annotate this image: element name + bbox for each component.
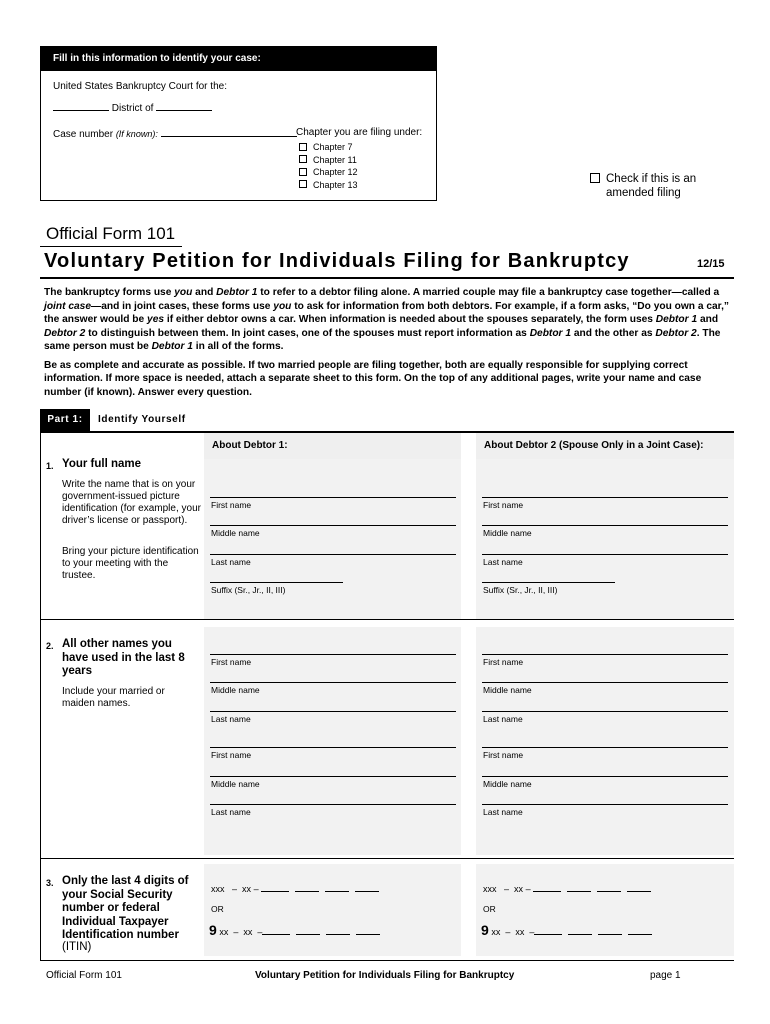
field-label: First name xyxy=(483,500,524,510)
debtor-2-suffix-field[interactable] xyxy=(482,582,615,583)
question-number: 2. xyxy=(46,641,54,651)
checkbox-icon[interactable] xyxy=(299,155,307,163)
field-label: Middle name xyxy=(483,528,532,538)
chapter-12-option[interactable]: Chapter 12 xyxy=(299,166,358,179)
part-1-title: Identify Yourself xyxy=(98,414,186,425)
district-field[interactable] xyxy=(156,101,212,111)
debtor-1-column-header: About Debtor 1: xyxy=(204,433,461,459)
form-number: Official Form 101 xyxy=(46,224,176,243)
debtor-2-other-first-name-field[interactable] xyxy=(482,654,728,655)
debtor-2-middle-name-field[interactable] xyxy=(482,525,728,526)
itin-label: (ITIN) xyxy=(62,941,92,953)
checkbox-icon[interactable] xyxy=(299,168,307,176)
field-label: Suffix (Sr., Jr., II, III) xyxy=(211,585,286,595)
instructions xyxy=(44,286,738,404)
checkbox-icon[interactable] xyxy=(299,143,307,151)
chapter-list xyxy=(299,141,358,191)
debtor-1-other-first-name-field-2[interactable] xyxy=(210,747,456,748)
question-title: Your full name xyxy=(62,458,142,470)
instructions-paragraph-1: The bankruptcy forms use you and Debtor 1 to refer to a debtor filing alone. A married couple may file a bankruptcy case together—called a joint case—and in joint cases, these forms use you to ask for information from both debtors. For example, if a form asks, “Do you own a car,” the answer would be yes if either debtor owns a car. When information is needed about the spouses separately, the form uses Debtor 1 and Debtor 2 to distinguish between them. In joint cases, one of the spouses must report information as Debtor 1 and the other as Debtor 2. The same person must be Debtor 1 in all of the forms. xyxy=(44,287,729,352)
debtor-1-itin-field[interactable]: 9 xx – xx – xyxy=(209,922,386,938)
debtor-2-ssn-panel xyxy=(476,864,734,956)
debtor-2-other-last-name-field-2[interactable] xyxy=(482,804,728,805)
field-label: Middle name xyxy=(483,685,532,695)
revision-date: 12/15 xyxy=(697,258,725,270)
debtor-2-first-name-field[interactable] xyxy=(482,497,728,498)
instructions-paragraph-2: Be as complete and accurate as possible. If two married people are filing together, both are equally responsible for supplying correct information. If more space is needed, attach a separate sheet to this form. On the top of any additional pages, write your name and case number (if known). Answer every question. xyxy=(44,359,702,398)
field-label: Last name xyxy=(483,714,523,724)
field-label: First name xyxy=(211,657,252,667)
field-label: Middle name xyxy=(211,685,260,695)
left-border xyxy=(40,433,41,960)
question-title: Only the last 4 digits of your Social Security number or federal Individual Taxpayer Identification number xyxy=(62,875,189,941)
debtor-2-last-name-field[interactable] xyxy=(482,554,728,555)
district-row xyxy=(53,101,212,114)
part-1-tab: Part 1: xyxy=(40,409,90,431)
debtor-2-name-panel xyxy=(476,459,734,619)
case-info-header: Fill in this information to identify your case: xyxy=(41,47,436,71)
checkbox-icon[interactable] xyxy=(299,180,307,188)
title-rule xyxy=(40,277,734,279)
court-line: United States Bankruptcy Court for the: xyxy=(53,81,227,92)
footer-rule xyxy=(40,960,734,961)
footer-page-number: page 1 xyxy=(650,970,681,981)
case-number-label: Case number xyxy=(53,129,114,140)
checkbox-icon[interactable] xyxy=(590,173,600,183)
field-label: First name xyxy=(483,750,524,760)
field-label: First name xyxy=(483,657,524,667)
or-label: OR xyxy=(211,904,224,914)
case-number-row xyxy=(53,127,297,140)
debtor-2-other-last-name-field[interactable] xyxy=(482,711,728,712)
debtor-2-other-middle-name-field[interactable] xyxy=(482,682,728,683)
field-label: Last name xyxy=(483,557,523,567)
debtor-1-other-last-name-field-2[interactable] xyxy=(210,804,456,805)
question-description-2: Bring your picture identification to your meeting with the trustee. xyxy=(62,546,199,581)
or-label: OR xyxy=(483,904,496,914)
field-label: Middle name xyxy=(483,779,532,789)
question-description: Include your married or maiden names. xyxy=(62,686,165,709)
footer-form-number: Official Form 101 xyxy=(46,970,122,981)
field-label: Middle name xyxy=(211,779,260,789)
debtor-2-other-first-name-field-2[interactable] xyxy=(482,747,728,748)
chapter-label: Chapter you are filing under: xyxy=(296,127,423,138)
question-title: All other names you have used in the last 8 years xyxy=(62,638,185,677)
debtor-1-suffix-field[interactable] xyxy=(210,582,343,583)
debtor-2-other-middle-name-field-2[interactable] xyxy=(482,776,728,777)
debtor-2-ssn-field[interactable]: xxx – xx – xyxy=(483,884,657,894)
debtor-1-ssn-field[interactable]: xxx – xx – xyxy=(211,884,385,894)
question-description: Write the name that is on your government-issued picture identification (for example, your driver’s license or passport). xyxy=(62,479,201,526)
amended-filing-option[interactable]: Check if this is an amended filing xyxy=(590,172,696,200)
debtor-1-other-middle-name-field[interactable] xyxy=(210,682,456,683)
debtor-1-last-name-field[interactable] xyxy=(210,554,456,555)
debtor-1-other-middle-name-field-2[interactable] xyxy=(210,776,456,777)
case-number-field[interactable] xyxy=(161,127,297,137)
section-divider xyxy=(40,619,734,620)
field-label: Last name xyxy=(483,807,523,817)
debtor-1-middle-name-field[interactable] xyxy=(210,525,456,526)
page-title: Voluntary Petition for Individuals Filing for Bankruptcy xyxy=(44,250,630,272)
field-label: Last name xyxy=(211,807,251,817)
question-number: 3. xyxy=(46,878,54,888)
field-label: Middle name xyxy=(211,528,260,538)
form-number-underline xyxy=(40,246,182,247)
state-field[interactable] xyxy=(53,101,109,111)
debtor-2-itin-field[interactable]: 9 xx – xx – xyxy=(481,922,658,938)
chapter-11-option[interactable]: Chapter 11 xyxy=(299,154,358,167)
section-divider xyxy=(40,858,734,859)
debtor-1-other-last-name-field[interactable] xyxy=(210,711,456,712)
field-label: Last name xyxy=(211,714,251,724)
chapter-13-option[interactable]: Chapter 13 xyxy=(299,179,358,192)
footer-form-title: Voluntary Petition for Individuals Filing for Bankruptcy xyxy=(255,970,515,981)
case-info-box xyxy=(40,46,437,201)
case-number-hint: (If known): xyxy=(115,129,158,139)
debtor-1-name-panel xyxy=(204,459,461,619)
field-label: First name xyxy=(211,750,252,760)
question-number: 1. xyxy=(46,461,54,471)
field-label: Last name xyxy=(211,557,251,567)
debtor-1-ssn-panel xyxy=(204,864,461,956)
field-label: Suffix (Sr., Jr., II, III) xyxy=(483,585,558,595)
debtor-1-other-first-name-field[interactable] xyxy=(210,654,456,655)
debtor-1-first-name-field[interactable] xyxy=(210,497,456,498)
district-label: District of xyxy=(111,103,154,114)
chapter-7-option[interactable]: Chapter 7 xyxy=(299,141,358,154)
debtor-2-column-header: About Debtor 2 (Spouse Only in a Joint Case): xyxy=(476,433,734,459)
field-label: First name xyxy=(211,500,252,510)
